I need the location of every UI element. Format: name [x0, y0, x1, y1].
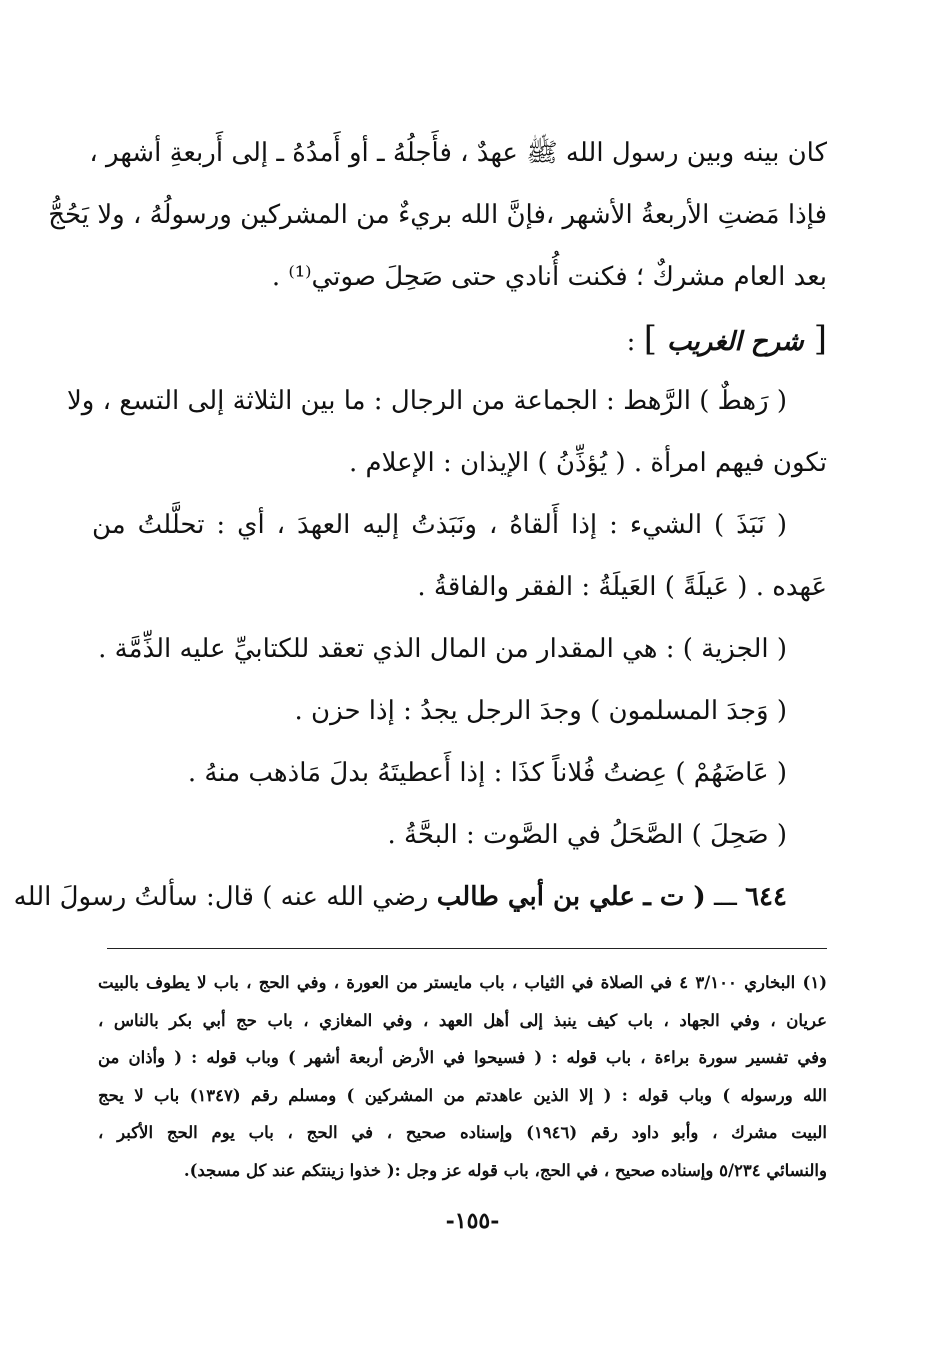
glossary-line: تكون فيهم امرأة . ( يُؤذِّنُ ) الإيذان : الإعلام .	[348, 448, 827, 478]
heading-text: شرح الغريب	[666, 327, 804, 357]
glossary-line: ( الجزية ) : هي المقدار من المال الذي تعقد للكتابيِّ عليه الذِّمَّة .	[98, 634, 787, 664]
footnote-line: البيت مشرك ، وأبو داود رقم (١٩٤٦) وإسناده صحيح ، في الحج ، باب يوم الحج الأكبر ،	[98, 1123, 827, 1142]
glossary-line: عَهده . ( عَيلَةً ) العَيلَةُ : الفقر والفاقةُ .	[417, 572, 827, 602]
section-heading	[92, 308, 827, 370]
footnote-line: الله ورسوله ) وباب قوله : ( إلا الذين عاهدتم من المشركين ) ومسلم رقم (١٣٤٧) باب لا يحج	[98, 1085, 827, 1105]
hadith-dash: ـــ	[713, 882, 737, 912]
glossary-line: ( نَبَذَ ) الشيء : إذا أَلقاهُ ، ونَبَذتُ إليه العهدَ ، أي : تحلَّلتُ من	[92, 510, 787, 540]
footnote-divider	[107, 948, 827, 949]
hadith-line	[13, 866, 827, 928]
heading-close-bracket: ]	[643, 319, 657, 359]
page-number: -١٥٥-	[445, 1208, 500, 1234]
footnotes	[98, 964, 827, 1189]
hadith-narrator: علي بن أبي طالب	[436, 882, 635, 912]
glossary-line: ( وَجدَ المسلمون ) وجدَ الرجل يجدُ : إذا حزن .	[294, 696, 787, 726]
footnote-line: عريان ، وفي الجهاد ، باب كيف ينبذ إلى أهل العهد ، وفي المغازي ، باب حج أبي بكر بالناس ،	[98, 1010, 827, 1030]
heading-colon: :	[626, 327, 636, 357]
glossary-line: ( عَاضَهُمْ ) عِضتُ فُلاناً كذَا : إذا أَعطيتَهُ بدلَ مَاذهب منهُ .	[187, 758, 787, 788]
glossary-line: ( صَحِلَ ) الصَّحَلُ في الصَّوت : البحَّةُ .	[387, 820, 787, 850]
hadith-source: ( ت ـ	[643, 882, 706, 912]
paragraph-line: كان بينه وبين رسول الله ﷺ عهدٌ ، فأَجلُهُ ـ أو أَمدُهُ ـ إلى أَربعةِ أشهر ،	[89, 138, 827, 168]
main-text	[13, 122, 827, 928]
hadith-text: رضي الله عنه ) قال: سألتُ رسولَ الله	[13, 882, 429, 912]
hadith-number: ٦٤٤	[745, 882, 787, 912]
glossary-line: ( رَهطٌ ) الرَّهط : الجماعة من الرجال : ما بين الثلاثة إلى التسع ، ولا	[66, 386, 787, 416]
footnote-line: (١) البخاري ٣/١٠٠ ٤ في الصلاة في الثياب ، باب مايستر من العورة ، وفي الحج ، باب لا يطوف بالبيت	[98, 973, 828, 992]
paragraph-line: بعد العام مشركٌ ؛ فكنت أُنادي حتى صَحِلَ صوتي⁽¹⁾ .	[271, 262, 827, 292]
footnote-line: وفي تفسير سورة براءة ، باب قوله : ( فسيحوا في الأرض أربعة أشهر ) وباب قوله : ( وأذان من	[98, 1048, 827, 1067]
footnote-line: والنسائي ٥/٢٣٤ وإسناده صحيح ، في الحج، باب قوله عز وجل :( خذوا زينتكم عند كل مسجد).	[183, 1160, 827, 1180]
heading-open-bracket: [	[813, 319, 827, 359]
paragraph-line: فإذا مَضتِ الأربعةُ الأشهر ،فإنَّ الله بريءٌ من المشركين ورسولُهُ ، ولا يَحُجُّ	[48, 200, 827, 230]
